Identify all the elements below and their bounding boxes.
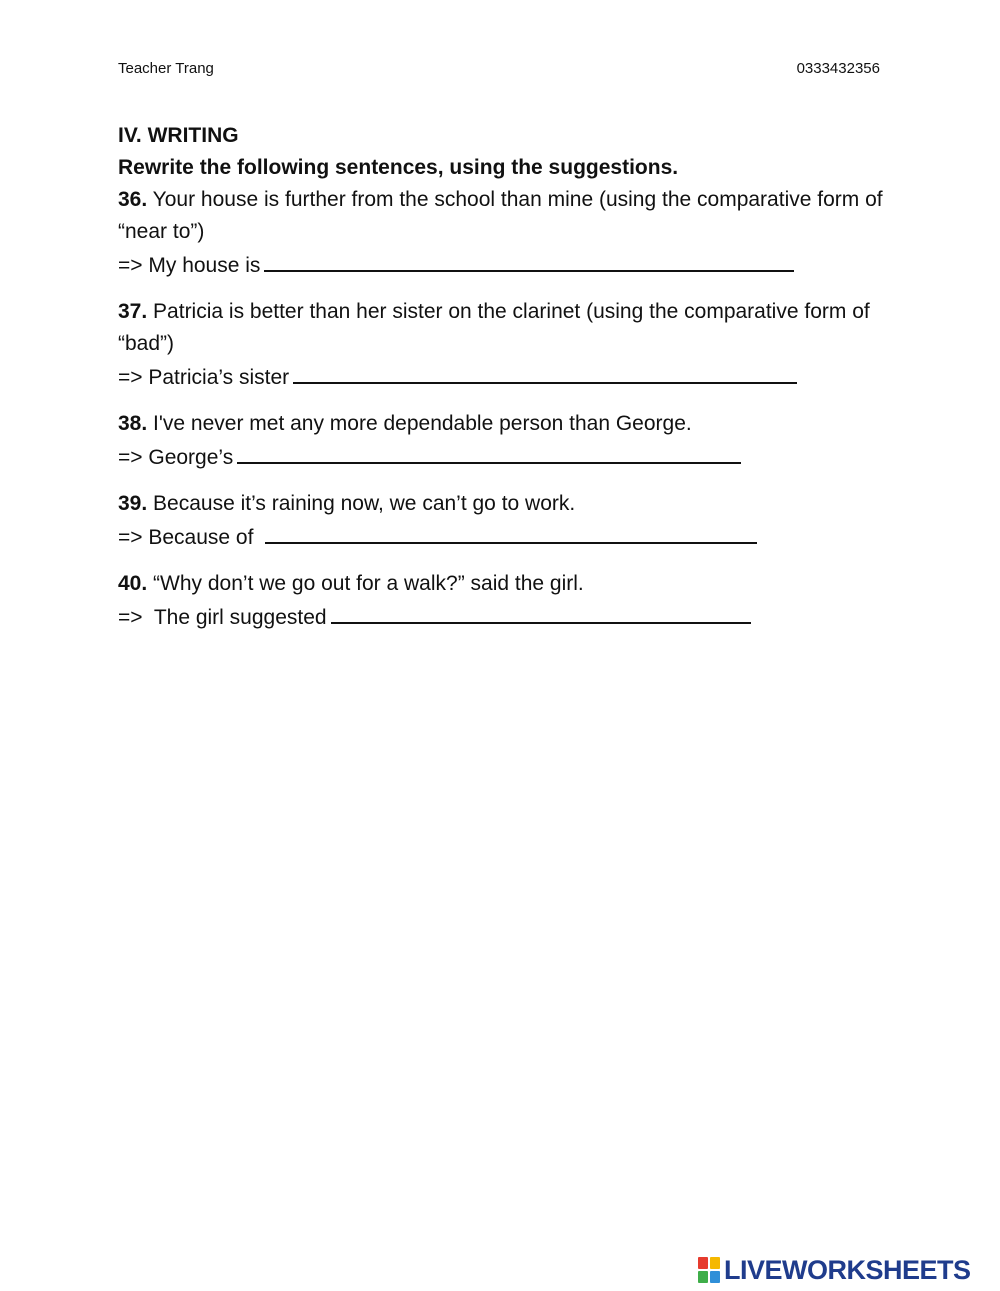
question-39 [118, 488, 888, 554]
logo-blocks-icon [698, 1257, 720, 1283]
worksheet-content [118, 120, 888, 634]
logo-block [698, 1271, 708, 1283]
question-40 [118, 568, 888, 634]
question-text: Your house is further from the school than mine (using the comparative form of “near to”) [118, 188, 883, 243]
answer-prompt: => Because of [118, 526, 254, 549]
answer-blank-40[interactable] [331, 600, 751, 624]
logo-block [710, 1271, 720, 1283]
header-phone-number: 0333432356 [796, 60, 880, 77]
answer-prompt: => My house is [118, 254, 261, 277]
question-text: Because it’s raining now, we can’t go to work. [153, 492, 576, 515]
header-teacher-name: Teacher Trang [118, 60, 214, 77]
question-number: 37. [118, 300, 148, 323]
answer-blank-38[interactable] [237, 440, 741, 464]
question-text: “Why don’t we go out for a walk?” said the girl. [153, 572, 584, 595]
liveworksheets-logo [698, 1256, 971, 1284]
answer-blank-37[interactable] [293, 360, 797, 384]
section-title: IV. WRITING [118, 124, 239, 147]
answer-prompt: => The girl suggested [118, 606, 327, 629]
question-number: 36. [118, 188, 148, 211]
question-text: Patricia is better than her sister on the clarinet (using the comparative form of “bad”) [118, 300, 870, 355]
section-instruction: Rewrite the following sentences, using the suggestions. [118, 156, 679, 179]
question-37 [118, 296, 888, 394]
page-header [118, 60, 880, 80]
logo-block [710, 1257, 720, 1269]
question-38 [118, 408, 888, 474]
answer-prompt: => Patricia’s sister [118, 366, 290, 389]
answer-blank-39[interactable] [265, 520, 757, 544]
answer-blank-36[interactable] [264, 248, 794, 272]
question-number: 39. [118, 492, 148, 515]
question-text: I've never met any more dependable person than George. [153, 412, 692, 435]
logo-block [698, 1257, 708, 1269]
answer-prompt: => George’s [118, 446, 234, 469]
question-number: 40. [118, 572, 148, 595]
question-36 [118, 184, 888, 282]
logo-text: LIVEWORKSHEETS [724, 1254, 971, 1285]
question-number: 38. [118, 412, 148, 435]
